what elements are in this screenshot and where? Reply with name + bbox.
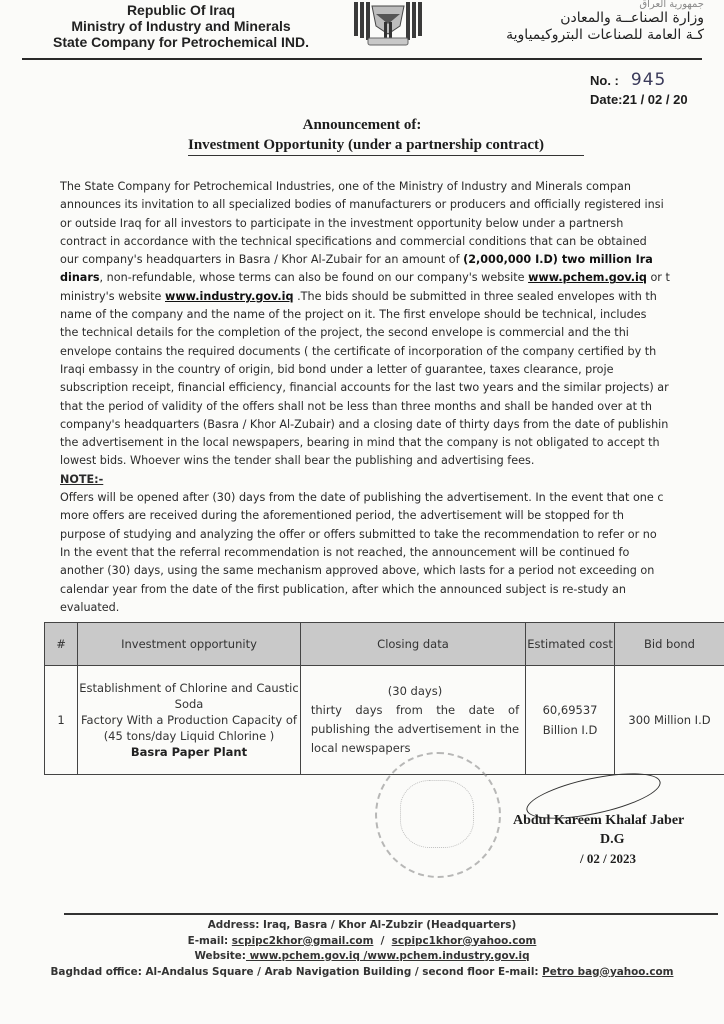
row-number: 1 bbox=[45, 666, 78, 775]
email-link-gmail[interactable]: scpipc2khor@gmail.com bbox=[231, 934, 374, 947]
signature-date: / 02 / 2023 bbox=[580, 851, 636, 866]
footer-baghdad: Baghdad office: Al-Andalus Square / Arab Navigation Building / second floor E-mail: Petro bag@yahoo.com bbox=[50, 965, 674, 978]
email-link-yahoo[interactable]: scpipc1khor@yahoo.com bbox=[391, 934, 537, 947]
signatory-name: Abdul Kareem Khalaf Jaber bbox=[513, 813, 685, 828]
body-line: lowest bids. Whoever wins the tender shall bear the publishing and advertising fees. bbox=[60, 454, 535, 468]
table-row bbox=[45, 666, 724, 775]
letterhead-ministry: Ministry of Industry and Minerals bbox=[71, 18, 291, 34]
announcement-subtitle: Investment Opportunity (under a partnership contract) bbox=[188, 137, 584, 156]
note-line: calendar year from the date of the first publication, after which the announced subject is re-study an bbox=[60, 582, 626, 596]
body-line: name of the company and the name of the project on it. The first envelope should be technical, includes bbox=[60, 308, 647, 322]
body-line: Iraqi embassy in the country of origin, bid bond under a letter of guarantee, taxes clearance, proje bbox=[60, 362, 614, 376]
note-line: evaluated. bbox=[60, 600, 120, 614]
row-cost: 60,69537 Billion I.D bbox=[526, 666, 615, 775]
header-closing: Closing data bbox=[300, 623, 525, 666]
body-line: envelope contains the required documents ( the certificate of incorporation of the company certified by th bbox=[60, 344, 657, 358]
body-line: the technical details for the completion of the project, the second envelope is commercial and the thi bbox=[60, 326, 629, 340]
letterhead-ar-ministry: وزارة الصناعــة والمعادن bbox=[560, 10, 704, 26]
footer-address: Address: Iraq, Basra / Khor Al-Zubzir (Headquarters) bbox=[207, 919, 517, 931]
header-bid-bond: Bid bond bbox=[614, 623, 724, 666]
footer-emails: E-mail: scpipc2khor@gmail.com / scpipc1khor@yahoo.com bbox=[187, 934, 537, 947]
body-line: company's headquarters (Basra / Khor Al-Zubair) and a closing date of thirty days from the date of publishin bbox=[60, 417, 669, 431]
letterhead-english bbox=[0, 2, 362, 50]
row-bid-bond: 300 Million I.D bbox=[614, 666, 724, 775]
investment-table bbox=[44, 622, 724, 775]
note-line: more offers are received during the aforementioned period, the advertisement will be stopped for th bbox=[60, 509, 624, 523]
note-line: purpose of studying and analyzing the offer or offers submitted to take the recommendation to refer or no bbox=[60, 527, 657, 541]
reference-number-label: No. : bbox=[590, 73, 619, 88]
body-line: dinars, non-refundable, whose terms can also be found on our company's website www.pchem.gov.iq or t bbox=[60, 271, 670, 285]
body-line: the advertisement in the local newspapers, bearing in mind that the company is not obligated to accept th bbox=[60, 436, 660, 450]
body-line: contract in accordance with the technical specifications and commercial conditions that can be obtained bbox=[60, 234, 647, 248]
note-line: In the event that the referral recommendation is not reached, the announcement will be continued fo bbox=[60, 545, 630, 559]
fee-amount: (2,000,000 I.D) two million Ira bbox=[463, 253, 653, 267]
iraq-emblem-icon bbox=[350, 0, 426, 48]
body-line: subscription receipt, financial efficiency, financial accounts for the last two years and the similar projects) ar bbox=[60, 381, 669, 395]
body-line: our company's headquarters in Basra / Khor Al-Zubair for an amount of (2,000,000 I.D) two million Ira bbox=[60, 253, 653, 267]
note-line: another (30) days, using the same mechanism approved above, which lasts for a period not exceeding on bbox=[60, 564, 655, 578]
website-link-industry[interactable]: /www.pchem.industry.gov.iq bbox=[363, 950, 530, 962]
letterhead-ar-republic: جمهورية العراق bbox=[639, 0, 704, 10]
reference-date-label: Date: bbox=[590, 92, 623, 107]
header-cost: Estimated cost bbox=[526, 623, 615, 666]
reference-date bbox=[590, 92, 688, 107]
stamp-emblem-icon bbox=[400, 780, 474, 848]
header-opportunity: Investment opportunity bbox=[78, 623, 301, 666]
body-line: that the period of validity of the offers shall not be less than three months and shall be handed over at th bbox=[60, 399, 653, 413]
row-opportunity: Establishment of Chlorine and Caustic Soda Factory With a Production Capacity of (45 tons/day Liquid Chlorine ) Basra Paper Plant bbox=[78, 666, 301, 775]
body-line: or outside Iraq for all investors to participate in the investment opportunity below under a partnersh bbox=[60, 216, 624, 230]
header-number: # bbox=[45, 623, 78, 666]
letterhead-company: State Company for Petrochemical IND. bbox=[53, 34, 309, 50]
letterhead-ar-company: كـة العامة للصناعات البتروكيمياوية bbox=[506, 27, 704, 43]
project-site: Basra Paper Plant bbox=[130, 745, 248, 759]
letterhead-arabic bbox=[444, 0, 704, 44]
footer-websites: Website: www.pchem.gov.iq /www.pchem.industry.gov.iq bbox=[194, 950, 530, 962]
announcement-body bbox=[60, 178, 724, 617]
ministry-website-link[interactable]: www.industry.gov.iq bbox=[165, 289, 294, 303]
body-line: The State Company for Petrochemical Industries, one of the Ministry of Industry and Minerals compan bbox=[60, 180, 631, 193]
note-line: Offers will be opened after (30) days from the date of publishing the advertisement. In the event that one c bbox=[60, 491, 664, 505]
body-line: announces its invitation to all specialized bodies of manufacturers or producers and officially registered insi bbox=[60, 198, 664, 212]
header-divider bbox=[22, 58, 702, 60]
footer-divider bbox=[64, 913, 718, 915]
row-closing: (30 days) thirty days from the date of publishing the advertisement in the local newspapers bbox=[300, 666, 525, 775]
table-header-row bbox=[45, 623, 724, 666]
reference-date-value: 21 / 02 / 20 bbox=[622, 92, 688, 107]
website-link-pchem[interactable]: www.pchem.gov.iq bbox=[245, 950, 364, 962]
signatory-title: D.G bbox=[600, 832, 625, 847]
footer bbox=[0, 918, 724, 980]
reference-number-value: 945 bbox=[630, 70, 667, 90]
company-website-link[interactable]: www.pchem.gov.iq bbox=[528, 271, 647, 285]
email-link-baghdad[interactable]: Petro bag@yahoo.com bbox=[542, 965, 674, 978]
letterhead-republic: Republic Of Iraq bbox=[126, 2, 236, 18]
reference-number bbox=[590, 70, 666, 90]
announcement-title: Announcement of: bbox=[302, 117, 422, 133]
note-label: NOTE:- bbox=[60, 472, 104, 486]
body-line: ministry's website www.industry.gov.iq .The bids should be submitted in three sealed envelopes with th bbox=[60, 289, 657, 303]
